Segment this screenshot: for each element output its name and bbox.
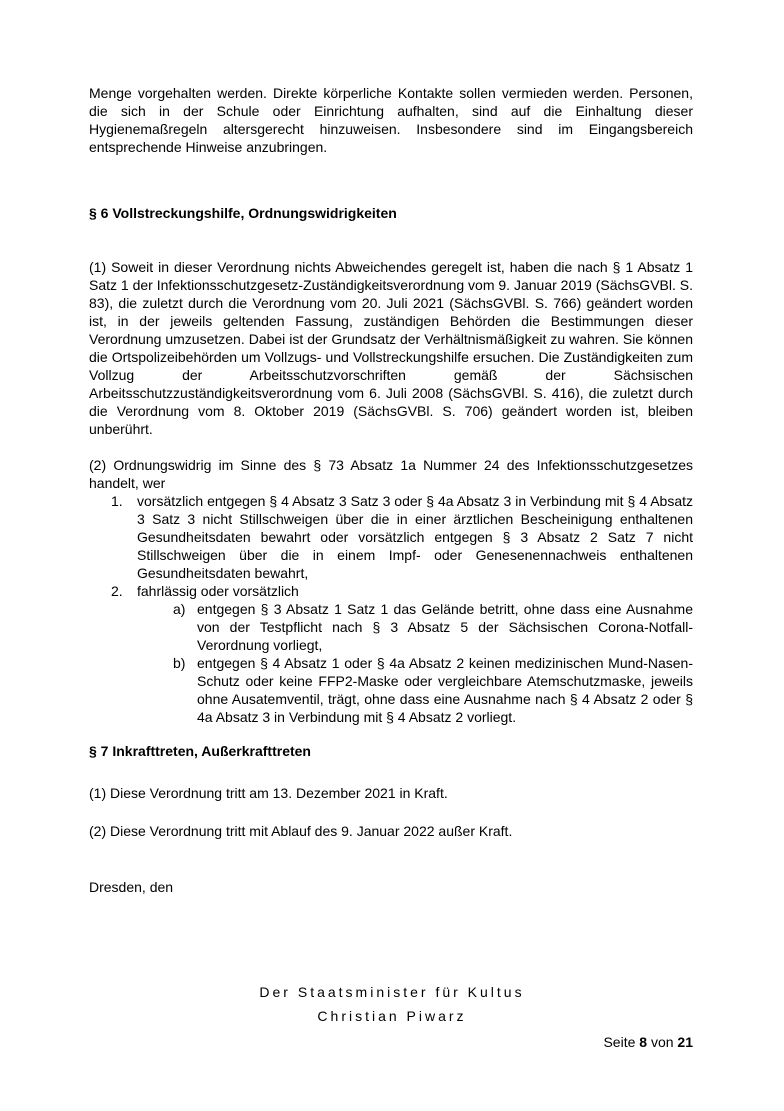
sub-list-item-marker: a) bbox=[173, 601, 186, 617]
list-item-text: fahrlässig oder vorsätzlich bbox=[137, 583, 299, 599]
spacer bbox=[89, 222, 693, 258]
sub-list-item-text: entgegen § 4 Absatz 1 oder § 4a Absatz 2 keinen medizinischen Mund-Nasen-Schutz oder keine FFP2-Maske oder vergleichbare Atemschutzmaske, jeweils ohne Ausatemventil, trägt, ohne dass eine Ausnahme nach § 4 Absatz 2 oder § 4a Absatz 3 in Verbindung mit § 4 Absatz 2 vorliegt. bbox=[197, 655, 693, 725]
page-number bbox=[603, 1033, 693, 1051]
signature-name: Christian Piwarz bbox=[317, 1008, 467, 1024]
spacer bbox=[89, 438, 693, 456]
sub-list-item-marker: b) bbox=[173, 655, 186, 671]
page-number-prefix: Seite bbox=[603, 1034, 636, 1050]
list-item-text: vorsätzlich entgegen § 4 Absatz 3 Satz 3 oder § 4a Absatz 3 in Verbindung mit § 4 Absatz 3 Satz 3 nicht Stillschweigen über die in einer ärztlichen Bescheinigung enthaltenen Gesundheitsdaten bewahrt oder vorsätzlich entgegen § 3 Absatz 2 Satz 7 nicht Stillschweigen über die in einem Impf- oder Genesenennachweis enthaltenen Gesundheitsdaten bewahrt, bbox=[137, 493, 693, 581]
offense-list bbox=[89, 492, 693, 726]
section-6-heading: § 6 Vollstreckungshilfe, Ordnungswidrigkeiten bbox=[89, 205, 397, 221]
place-date-line: Dresden, den bbox=[89, 879, 174, 895]
spacer bbox=[89, 156, 693, 192]
sub-list-item-text: entgegen § 3 Absatz 1 Satz 1 das Gelände betritt, ohne dass eine Ausnahme von der Testpflicht nach § 3 Absatz 5 der Sächsischen Corona-Notfall-Verordnung vorliegt, bbox=[197, 601, 693, 653]
sub-list-item bbox=[125, 600, 693, 654]
intro-paragraph: Menge vorgehalten werden. Direkte körperliche Kontakte sollen vermieden werden. Personen, die sich in der Schule oder Einrichtung aufhalten, sind auf die Einhaltung dieser Hygienemaßregeln altersgerecht hinzuweisen. Insbesondere sind im Eingangsbereich entsprechende Hinweise anzubringen. bbox=[89, 85, 693, 155]
page-number-total: 21 bbox=[677, 1034, 693, 1050]
signature-title: Der Staatsminister für Kultus bbox=[259, 984, 525, 1000]
list-item-marker: 2. bbox=[111, 583, 123, 599]
list-item bbox=[89, 582, 693, 600]
section-7-paragraph-1: (1) Diese Verordnung tritt am 13. Dezember 2021 in Kraft. bbox=[89, 785, 448, 801]
section-6-paragraph-1: (1) Soweit in dieser Verordnung nichts Abweichendes geregelt ist, haben die nach § 1 Absatz 1 Satz 1 der Infektionsschutzgesetz-Zuständigkeitsverordnung vom 9. Januar 2019 (SächsGVBl. S. 83), die zuletzt durch die Verordnung vom 20. Juli 2021 (SächsGVBl. S. 766) geändert worden ist, in der jeweils geltenden Fassung, zuständigen Behörden die Bestimmungen dieser Verordnung umzusetzen. Dabei ist der Grundsatz der Verhältnismäßigkeit zu wahren. Sie können die Ortspolizeibehörden um Vollzugs- und Vollstreckungshilfe ersuchen. Die Zuständigkeiten zum Vollzug der Arbeitsschutzvorschriften gemäß der Sächsischen Arbeitsschutzzuständigkeitsverordnung vom 6. Juli 2008 (SächsGVBl. S. 416), die zuletzt durch die Verordnung vom 8. Oktober 2019 (SächsGVBl. S. 706) geändert worden ist, bleiben unberührt. bbox=[89, 259, 693, 437]
section-7-paragraph-2: (2) Diese Verordnung tritt mit Ablauf des 9. Januar 2022 außer Kraft. bbox=[89, 823, 513, 839]
page-number-separator: von bbox=[650, 1034, 674, 1050]
list-item bbox=[89, 492, 693, 582]
section-6-paragraph-2-intro: (2) Ordnungswidrig im Sinne des § 73 Absatz 1a Nummer 24 des Infektionsschutzgesetzes handelt, wer bbox=[89, 457, 693, 491]
sub-list-item bbox=[125, 654, 693, 726]
page-number-current: 8 bbox=[639, 1034, 648, 1050]
section-7-heading: § 7 Inkrafttreten, Außerkrafttreten bbox=[89, 743, 311, 759]
list-item-marker: 1. bbox=[111, 493, 123, 509]
document-page bbox=[89, 84, 693, 896]
